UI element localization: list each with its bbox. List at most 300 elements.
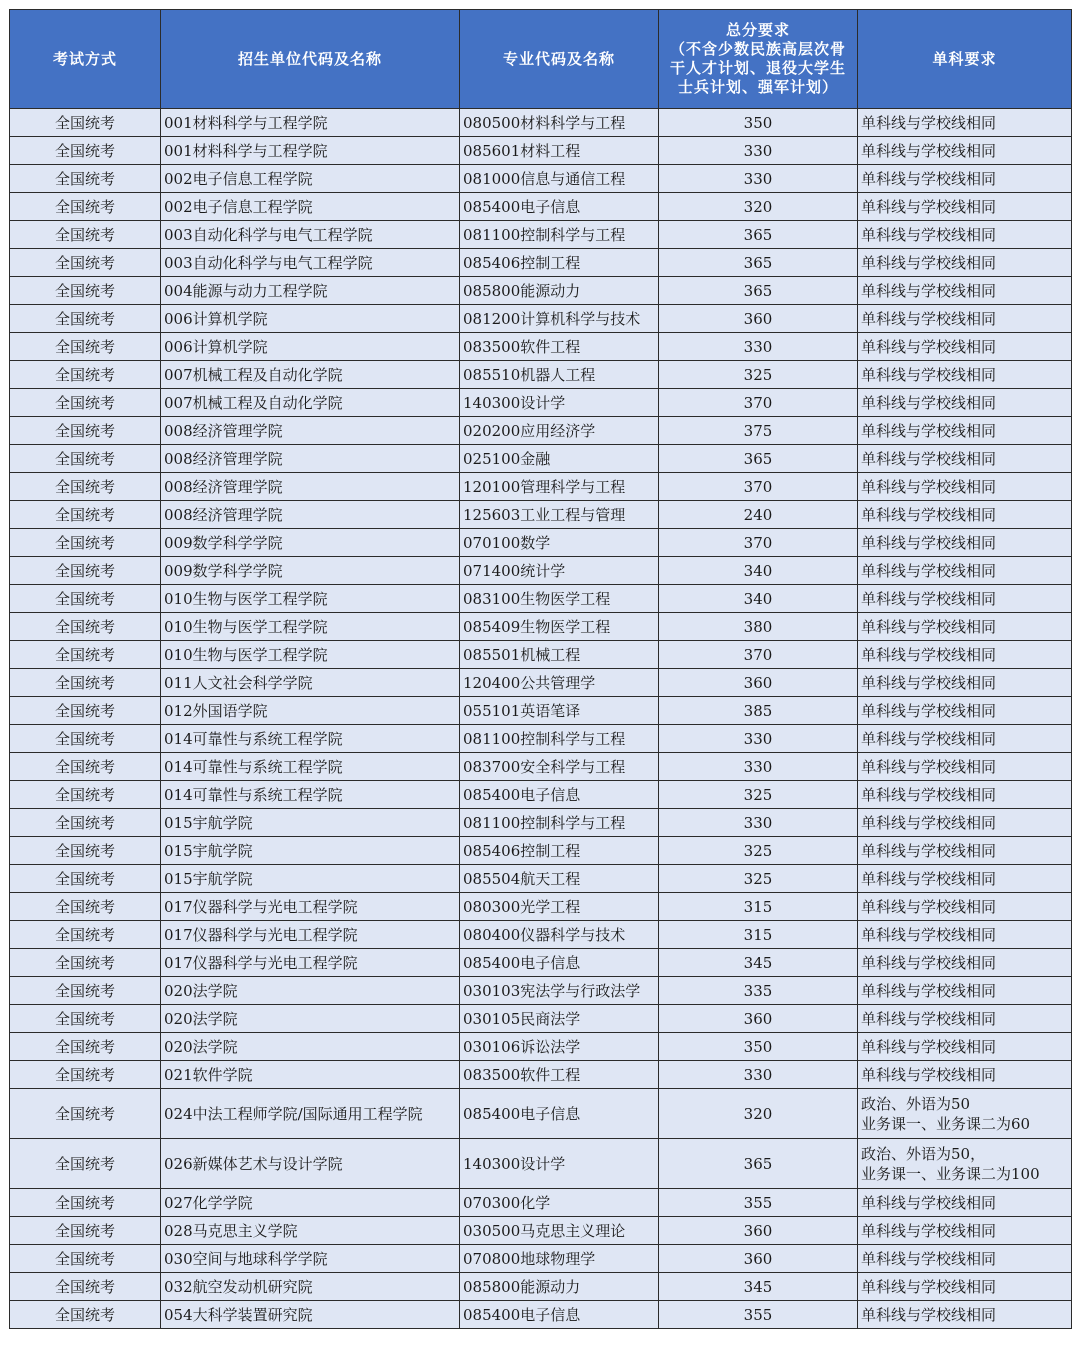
header-row bbox=[10, 10, 1072, 109]
cell-total-score: 370 bbox=[659, 389, 858, 417]
single-subject-line: 单科线与学校线相同 bbox=[861, 589, 997, 608]
cell-exam-method: 全国统考 bbox=[10, 921, 161, 949]
cell-major: 085504航天工程 bbox=[460, 865, 659, 893]
single-subject-line: 单科线与学校线相同 bbox=[861, 281, 997, 300]
cell-major: 085409生物医学工程 bbox=[460, 613, 659, 641]
cell-exam-method: 全国统考 bbox=[10, 501, 161, 529]
single-subject-line: 单科线与学校线相同 bbox=[861, 1249, 997, 1268]
cell-unit: 014可靠性与系统工程学院 bbox=[161, 753, 460, 781]
single-subject-line: 单科线与学校线相同 bbox=[861, 953, 997, 972]
cell-single-subject bbox=[858, 1245, 1072, 1273]
cell-major: 055101英语笔译 bbox=[460, 697, 659, 725]
cell-single-subject bbox=[858, 305, 1072, 333]
cell-single-subject bbox=[858, 165, 1072, 193]
table-row bbox=[10, 1273, 1072, 1301]
cell-unit: 008经济管理学院 bbox=[161, 417, 460, 445]
table-row bbox=[10, 977, 1072, 1005]
table-row bbox=[10, 1033, 1072, 1061]
cell-major: 083500软件工程 bbox=[460, 333, 659, 361]
single-subject-line: 单科线与学校线相同 bbox=[861, 757, 997, 776]
cell-exam-method: 全国统考 bbox=[10, 585, 161, 613]
cell-total-score: 240 bbox=[659, 501, 858, 529]
cell-major: 020200应用经济学 bbox=[460, 417, 659, 445]
single-subject-line: 单科线与学校线相同 bbox=[861, 981, 997, 1000]
cell-single-subject bbox=[858, 893, 1072, 921]
table-row bbox=[10, 1189, 1072, 1217]
cell-total-score: 370 bbox=[659, 473, 858, 501]
cell-unit: 008经济管理学院 bbox=[161, 473, 460, 501]
cell-total-score: 360 bbox=[659, 305, 858, 333]
cell-exam-method: 全国统考 bbox=[10, 697, 161, 725]
cell-single-subject bbox=[858, 697, 1072, 725]
cell-exam-method: 全国统考 bbox=[10, 249, 161, 277]
table-row bbox=[10, 865, 1072, 893]
cell-exam-method: 全国统考 bbox=[10, 1033, 161, 1061]
cell-single-subject bbox=[858, 641, 1072, 669]
table-row bbox=[10, 333, 1072, 361]
table-row bbox=[10, 165, 1072, 193]
cell-total-score: 365 bbox=[659, 249, 858, 277]
header-major: 专业代码及名称 bbox=[460, 10, 659, 109]
cell-unit: 014可靠性与系统工程学院 bbox=[161, 781, 460, 809]
cell-major: 030106诉讼法学 bbox=[460, 1033, 659, 1061]
cell-unit: 015宇航学院 bbox=[161, 809, 460, 837]
cell-exam-method: 全国统考 bbox=[10, 753, 161, 781]
cell-major: 070100数学 bbox=[460, 529, 659, 557]
cell-major: 085400电子信息 bbox=[460, 1089, 659, 1139]
cell-total-score: 345 bbox=[659, 949, 858, 977]
cell-unit: 027化学学院 bbox=[161, 1189, 460, 1217]
table-row bbox=[10, 585, 1072, 613]
cell-unit: 020法学院 bbox=[161, 1033, 460, 1061]
cell-single-subject bbox=[858, 333, 1072, 361]
cell-exam-method: 全国统考 bbox=[10, 165, 161, 193]
table-row bbox=[10, 949, 1072, 977]
cell-single-subject bbox=[858, 445, 1072, 473]
cell-major: 070300化学 bbox=[460, 1189, 659, 1217]
cell-total-score: 330 bbox=[659, 1061, 858, 1089]
cell-single-subject bbox=[858, 809, 1072, 837]
cell-unit: 007机械工程及自动化学院 bbox=[161, 361, 460, 389]
cell-unit: 015宇航学院 bbox=[161, 865, 460, 893]
cell-single-subject bbox=[858, 137, 1072, 165]
cell-single-subject bbox=[858, 977, 1072, 1005]
cell-single-subject bbox=[858, 725, 1072, 753]
cell-total-score: 330 bbox=[659, 165, 858, 193]
cell-exam-method: 全国统考 bbox=[10, 137, 161, 165]
cell-exam-method: 全国统考 bbox=[10, 109, 161, 137]
cell-exam-method: 全国统考 bbox=[10, 641, 161, 669]
cell-total-score: 320 bbox=[659, 1089, 858, 1139]
single-subject-line: 单科线与学校线相同 bbox=[861, 1305, 997, 1324]
single-subject-line: 单科线与学校线相同 bbox=[861, 673, 997, 692]
table-row bbox=[10, 837, 1072, 865]
cell-exam-method: 全国统考 bbox=[10, 1273, 161, 1301]
cell-single-subject bbox=[858, 1139, 1072, 1189]
table-row bbox=[10, 529, 1072, 557]
cell-single-subject bbox=[858, 1217, 1072, 1245]
single-subject-line: 单科线与学校线相同 bbox=[861, 169, 997, 188]
single-subject-line: 单科线与学校线相同 bbox=[861, 561, 997, 580]
cell-total-score: 360 bbox=[659, 1005, 858, 1033]
table-row bbox=[10, 1061, 1072, 1089]
table-row bbox=[10, 445, 1072, 473]
cell-single-subject bbox=[858, 949, 1072, 977]
cell-unit: 003自动化科学与电气工程学院 bbox=[161, 221, 460, 249]
cell-total-score: 325 bbox=[659, 865, 858, 893]
cell-exam-method: 全国统考 bbox=[10, 221, 161, 249]
cell-major: 085400电子信息 bbox=[460, 949, 659, 977]
cell-major: 085510机器人工程 bbox=[460, 361, 659, 389]
cell-single-subject bbox=[858, 193, 1072, 221]
cell-exam-method: 全国统考 bbox=[10, 417, 161, 445]
single-subject-line: 单科线与学校线相同 bbox=[861, 505, 997, 524]
single-subject-line: 单科线与学校线相同 bbox=[861, 449, 997, 468]
cell-exam-method: 全国统考 bbox=[10, 1217, 161, 1245]
cell-major: 085800能源动力 bbox=[460, 1273, 659, 1301]
single-subject-line: 单科线与学校线相同 bbox=[861, 421, 997, 440]
cell-single-subject bbox=[858, 529, 1072, 557]
cell-major: 085400电子信息 bbox=[460, 781, 659, 809]
header-single-subject: 单科要求 bbox=[858, 10, 1072, 109]
cell-major: 083100生物医学工程 bbox=[460, 585, 659, 613]
cell-exam-method: 全国统考 bbox=[10, 725, 161, 753]
cell-unit: 002电子信息工程学院 bbox=[161, 165, 460, 193]
table-row bbox=[10, 137, 1072, 165]
cell-total-score: 345 bbox=[659, 1273, 858, 1301]
table-row bbox=[10, 1139, 1072, 1189]
single-subject-line: 单科线与学校线相同 bbox=[861, 1037, 997, 1056]
cell-unit: 010生物与医学工程学院 bbox=[161, 613, 460, 641]
single-subject-line: 单科线与学校线相同 bbox=[861, 393, 997, 412]
table-row bbox=[10, 473, 1072, 501]
table-header bbox=[10, 10, 1072, 109]
table-row bbox=[10, 1005, 1072, 1033]
cell-total-score: 365 bbox=[659, 1139, 858, 1189]
cell-major: 080300光学工程 bbox=[460, 893, 659, 921]
single-subject-line: 单科线与学校线相同 bbox=[861, 225, 997, 244]
cell-unit: 008经济管理学院 bbox=[161, 445, 460, 473]
cell-exam-method: 全国统考 bbox=[10, 1301, 161, 1329]
single-subject-line: 业务课一、业务课二为60 bbox=[861, 1114, 1031, 1133]
cell-unit: 008经济管理学院 bbox=[161, 501, 460, 529]
cell-major: 083700安全科学与工程 bbox=[460, 753, 659, 781]
cell-unit: 024中法工程师学院/国际通用工程学院 bbox=[161, 1089, 460, 1139]
cell-total-score: 365 bbox=[659, 445, 858, 473]
cell-exam-method: 全国统考 bbox=[10, 1245, 161, 1273]
table-row bbox=[10, 277, 1072, 305]
cell-major: 080400仪器科学与技术 bbox=[460, 921, 659, 949]
single-subject-line: 单科线与学校线相同 bbox=[861, 645, 997, 664]
cell-major: 030105民商法学 bbox=[460, 1005, 659, 1033]
single-subject-line: 单科线与学校线相同 bbox=[861, 197, 997, 216]
cell-single-subject bbox=[858, 753, 1072, 781]
cell-total-score: 325 bbox=[659, 837, 858, 865]
table-row bbox=[10, 753, 1072, 781]
table-row bbox=[10, 809, 1072, 837]
cell-exam-method: 全国统考 bbox=[10, 837, 161, 865]
cell-major: 085406控制工程 bbox=[460, 837, 659, 865]
cell-total-score: 330 bbox=[659, 753, 858, 781]
cell-total-score: 330 bbox=[659, 809, 858, 837]
table-row bbox=[10, 669, 1072, 697]
cell-total-score: 385 bbox=[659, 697, 858, 725]
single-subject-line: 单科线与学校线相同 bbox=[861, 309, 997, 328]
cell-exam-method: 全国统考 bbox=[10, 557, 161, 585]
table-row bbox=[10, 1301, 1072, 1329]
cell-unit: 003自动化科学与电气工程学院 bbox=[161, 249, 460, 277]
table-row bbox=[10, 501, 1072, 529]
cell-total-score: 365 bbox=[659, 277, 858, 305]
cell-total-score: 330 bbox=[659, 137, 858, 165]
table-row bbox=[10, 221, 1072, 249]
cell-unit: 009数学科学学院 bbox=[161, 529, 460, 557]
cell-major: 025100金融 bbox=[460, 445, 659, 473]
table-row bbox=[10, 193, 1072, 221]
cell-exam-method: 全国统考 bbox=[10, 277, 161, 305]
table-row bbox=[10, 361, 1072, 389]
cell-single-subject bbox=[858, 557, 1072, 585]
cell-exam-method: 全国统考 bbox=[10, 781, 161, 809]
cell-unit: 010生物与医学工程学院 bbox=[161, 641, 460, 669]
cell-exam-method: 全国统考 bbox=[10, 1089, 161, 1139]
cell-major: 030500马克思主义理论 bbox=[460, 1217, 659, 1245]
cell-exam-method: 全国统考 bbox=[10, 445, 161, 473]
cell-unit: 054大科学装置研究院 bbox=[161, 1301, 460, 1329]
cell-major: 080500材料科学与工程 bbox=[460, 109, 659, 137]
cell-unit: 017仪器科学与光电工程学院 bbox=[161, 921, 460, 949]
cell-major: 081200计算机科学与技术 bbox=[460, 305, 659, 333]
single-subject-line: 单科线与学校线相同 bbox=[861, 477, 997, 496]
table-row bbox=[10, 781, 1072, 809]
cell-total-score: 370 bbox=[659, 641, 858, 669]
single-subject-line: 单科线与学校线相同 bbox=[861, 785, 997, 804]
table-body bbox=[10, 109, 1072, 1329]
single-subject-line: 单科线与学校线相同 bbox=[861, 1277, 997, 1296]
cell-single-subject bbox=[858, 1089, 1072, 1139]
cell-exam-method: 全国统考 bbox=[10, 865, 161, 893]
cell-total-score: 330 bbox=[659, 333, 858, 361]
cell-exam-method: 全国统考 bbox=[10, 893, 161, 921]
cell-unit: 006计算机学院 bbox=[161, 333, 460, 361]
cell-single-subject bbox=[858, 109, 1072, 137]
cell-exam-method: 全国统考 bbox=[10, 305, 161, 333]
table-row bbox=[10, 1089, 1072, 1139]
cell-single-subject bbox=[858, 921, 1072, 949]
cell-major: 085400电子信息 bbox=[460, 1301, 659, 1329]
single-subject-line: 单科线与学校线相同 bbox=[861, 841, 997, 860]
cell-total-score: 325 bbox=[659, 781, 858, 809]
single-subject-line: 单科线与学校线相同 bbox=[861, 869, 997, 888]
cell-single-subject bbox=[858, 249, 1072, 277]
table-row bbox=[10, 389, 1072, 417]
table-row bbox=[10, 893, 1072, 921]
cell-major: 083500软件工程 bbox=[460, 1061, 659, 1089]
table-row bbox=[10, 417, 1072, 445]
cell-unit: 007机械工程及自动化学院 bbox=[161, 389, 460, 417]
cell-single-subject bbox=[858, 1005, 1072, 1033]
cell-exam-method: 全国统考 bbox=[10, 977, 161, 1005]
cell-single-subject bbox=[858, 1061, 1072, 1089]
single-subject-line: 单科线与学校线相同 bbox=[861, 113, 997, 132]
cell-single-subject bbox=[858, 1189, 1072, 1217]
score-table bbox=[9, 9, 1072, 1329]
cell-major: 081100控制科学与工程 bbox=[460, 221, 659, 249]
header-total-score-text: 总分要求 （不含少数民族高层次骨干人才计划、退役大学生士兵计划、强军计划） bbox=[669, 21, 846, 96]
cell-total-score: 335 bbox=[659, 977, 858, 1005]
cell-major: 030103宪法学与行政法学 bbox=[460, 977, 659, 1005]
cell-major: 085601材料工程 bbox=[460, 137, 659, 165]
table-row bbox=[10, 1217, 1072, 1245]
cell-single-subject bbox=[858, 1273, 1072, 1301]
cell-major: 125603工业工程与管理 bbox=[460, 501, 659, 529]
cell-exam-method: 全国统考 bbox=[10, 333, 161, 361]
table-row bbox=[10, 305, 1072, 333]
single-subject-line: 单科线与学校线相同 bbox=[861, 365, 997, 384]
cell-single-subject bbox=[858, 781, 1072, 809]
cell-unit: 015宇航学院 bbox=[161, 837, 460, 865]
header-exam-method: 考试方式 bbox=[10, 10, 161, 109]
cell-exam-method: 全国统考 bbox=[10, 361, 161, 389]
cell-unit: 020法学院 bbox=[161, 977, 460, 1005]
single-subject-line: 政治、外语为50， bbox=[861, 1144, 986, 1163]
cell-total-score: 330 bbox=[659, 725, 858, 753]
cell-exam-method: 全国统考 bbox=[10, 473, 161, 501]
single-subject-line: 单科线与学校线相同 bbox=[861, 1009, 997, 1028]
cell-unit: 026新媒体艺术与设计学院 bbox=[161, 1139, 460, 1189]
cell-single-subject bbox=[858, 277, 1072, 305]
cell-unit: 010生物与医学工程学院 bbox=[161, 585, 460, 613]
cell-unit: 030空间与地球科学学院 bbox=[161, 1245, 460, 1273]
cell-total-score: 350 bbox=[659, 1033, 858, 1061]
cell-total-score: 315 bbox=[659, 893, 858, 921]
cell-unit: 028马克思主义学院 bbox=[161, 1217, 460, 1245]
single-subject-line: 单科线与学校线相同 bbox=[861, 1221, 997, 1240]
cell-exam-method: 全国统考 bbox=[10, 669, 161, 697]
table-row bbox=[10, 697, 1072, 725]
single-subject-line: 单科线与学校线相同 bbox=[861, 1193, 997, 1212]
cell-total-score: 370 bbox=[659, 529, 858, 557]
cell-exam-method: 全国统考 bbox=[10, 1139, 161, 1189]
cell-major: 081100控制科学与工程 bbox=[460, 725, 659, 753]
cell-single-subject bbox=[858, 1033, 1072, 1061]
cell-exam-method: 全国统考 bbox=[10, 193, 161, 221]
cell-unit: 001材料科学与工程学院 bbox=[161, 109, 460, 137]
cell-unit: 017仪器科学与光电工程学院 bbox=[161, 949, 460, 977]
cell-total-score: 320 bbox=[659, 193, 858, 221]
cell-total-score: 375 bbox=[659, 417, 858, 445]
cell-total-score: 365 bbox=[659, 221, 858, 249]
cell-exam-method: 全国统考 bbox=[10, 529, 161, 557]
cell-exam-method: 全国统考 bbox=[10, 1061, 161, 1089]
cell-total-score: 360 bbox=[659, 1245, 858, 1273]
cell-single-subject bbox=[858, 865, 1072, 893]
cell-major: 120400公共管理学 bbox=[460, 669, 659, 697]
cell-exam-method: 全国统考 bbox=[10, 389, 161, 417]
single-subject-line: 单科线与学校线相同 bbox=[861, 533, 997, 552]
single-subject-line: 单科线与学校线相同 bbox=[861, 897, 997, 916]
cell-exam-method: 全国统考 bbox=[10, 1189, 161, 1217]
cell-exam-method: 全国统考 bbox=[10, 809, 161, 837]
cell-total-score: 380 bbox=[659, 613, 858, 641]
table-row bbox=[10, 109, 1072, 137]
single-subject-line: 单科线与学校线相同 bbox=[861, 141, 997, 160]
header-total-score bbox=[659, 10, 858, 109]
cell-single-subject bbox=[858, 1301, 1072, 1329]
cell-exam-method: 全国统考 bbox=[10, 949, 161, 977]
table-row bbox=[10, 557, 1072, 585]
cell-total-score: 360 bbox=[659, 1217, 858, 1245]
cell-major: 140300设计学 bbox=[460, 1139, 659, 1189]
cell-single-subject bbox=[858, 613, 1072, 641]
single-subject-line: 单科线与学校线相同 bbox=[861, 1065, 997, 1084]
single-subject-line: 单科线与学校线相同 bbox=[861, 337, 997, 356]
cell-unit: 001材料科学与工程学院 bbox=[161, 137, 460, 165]
cell-unit: 012外国语学院 bbox=[161, 697, 460, 725]
cell-exam-method: 全国统考 bbox=[10, 1005, 161, 1033]
cell-unit: 004能源与动力工程学院 bbox=[161, 277, 460, 305]
cell-unit: 006计算机学院 bbox=[161, 305, 460, 333]
cell-total-score: 325 bbox=[659, 361, 858, 389]
single-subject-line: 单科线与学校线相同 bbox=[861, 925, 997, 944]
single-subject-line: 单科线与学校线相同 bbox=[861, 813, 997, 832]
cell-major: 085800能源动力 bbox=[460, 277, 659, 305]
header-unit: 招生单位代码及名称 bbox=[161, 10, 460, 109]
cell-major: 071400统计学 bbox=[460, 557, 659, 585]
table-row bbox=[10, 1245, 1072, 1273]
table-row bbox=[10, 613, 1072, 641]
cell-unit: 009数学科学学院 bbox=[161, 557, 460, 585]
table-row bbox=[10, 641, 1072, 669]
cell-total-score: 360 bbox=[659, 669, 858, 697]
single-subject-line: 单科线与学校线相同 bbox=[861, 701, 997, 720]
cell-total-score: 350 bbox=[659, 109, 858, 137]
cell-single-subject bbox=[858, 389, 1072, 417]
cell-major: 140300设计学 bbox=[460, 389, 659, 417]
cell-unit: 032航空发动机研究院 bbox=[161, 1273, 460, 1301]
cell-major: 070800地球物理学 bbox=[460, 1245, 659, 1273]
cell-major: 085501机械工程 bbox=[460, 641, 659, 669]
cell-total-score: 340 bbox=[659, 557, 858, 585]
cell-single-subject bbox=[858, 221, 1072, 249]
cell-total-score: 315 bbox=[659, 921, 858, 949]
single-subject-line: 单科线与学校线相同 bbox=[861, 729, 997, 748]
cell-single-subject bbox=[858, 501, 1072, 529]
cell-unit: 002电子信息工程学院 bbox=[161, 193, 460, 221]
cell-single-subject bbox=[858, 837, 1072, 865]
cell-major: 081100控制科学与工程 bbox=[460, 809, 659, 837]
cell-unit: 017仪器科学与光电工程学院 bbox=[161, 893, 460, 921]
cell-unit: 021软件学院 bbox=[161, 1061, 460, 1089]
single-subject-line: 政治、外语为50 bbox=[861, 1094, 971, 1113]
single-subject-line: 业务课一、业务课二为100 bbox=[861, 1164, 1040, 1183]
table-row bbox=[10, 725, 1072, 753]
single-subject-line: 单科线与学校线相同 bbox=[861, 253, 997, 272]
cell-major: 085406控制工程 bbox=[460, 249, 659, 277]
cell-major: 081000信息与通信工程 bbox=[460, 165, 659, 193]
cell-unit: 020法学院 bbox=[161, 1005, 460, 1033]
cell-major: 085400电子信息 bbox=[460, 193, 659, 221]
table-row bbox=[10, 249, 1072, 277]
cell-single-subject bbox=[858, 473, 1072, 501]
cell-major: 120100管理科学与工程 bbox=[460, 473, 659, 501]
cell-total-score: 355 bbox=[659, 1301, 858, 1329]
cell-unit: 011人文社会科学学院 bbox=[161, 669, 460, 697]
cell-exam-method: 全国统考 bbox=[10, 613, 161, 641]
cell-total-score: 340 bbox=[659, 585, 858, 613]
cell-single-subject bbox=[858, 361, 1072, 389]
cell-total-score: 355 bbox=[659, 1189, 858, 1217]
